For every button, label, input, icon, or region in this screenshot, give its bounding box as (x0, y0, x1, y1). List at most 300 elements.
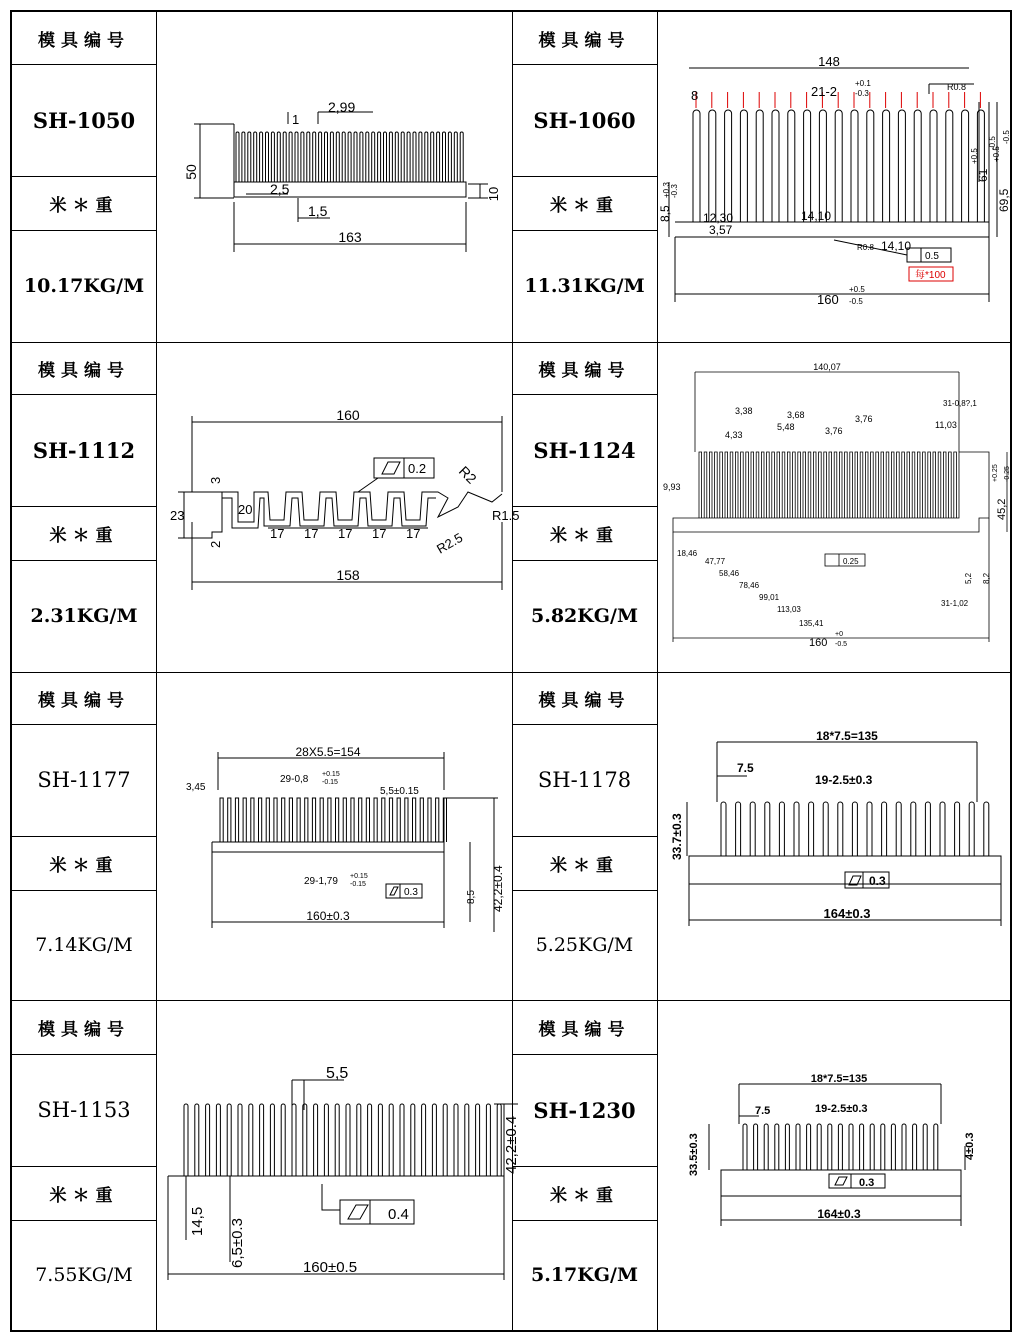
product-code: SH-1112 (32, 437, 136, 463)
dim-pitch: 7.5 (755, 1105, 771, 1117)
fin (283, 132, 286, 182)
catalog-row-3 (12, 672, 1010, 1000)
dim-d5: 1,5 (308, 203, 328, 219)
fin (397, 798, 400, 842)
fin (870, 1124, 874, 1170)
grid-line (512, 836, 657, 837)
fin (750, 802, 755, 856)
grid-line (12, 64, 156, 65)
fin (933, 452, 936, 518)
fin (817, 1124, 821, 1170)
dim-bottom: 160±0.5 (302, 1259, 358, 1276)
fin (448, 132, 451, 182)
product-code: SH-1178 (537, 768, 632, 792)
dim-h: 42,2±0.4 (491, 865, 505, 912)
weight-label: 米＊重 (550, 1185, 619, 1206)
fin (238, 1104, 242, 1176)
grid-line (12, 1000, 1010, 1001)
grid-line (657, 12, 658, 1330)
fin (374, 798, 377, 842)
fin (902, 452, 905, 518)
dim-h69: 69,5 (997, 188, 1011, 212)
catalog-row-4 (12, 1000, 1010, 1330)
flatness-value: 0.3 (859, 1177, 875, 1189)
weight-value: 2.31KG/M (30, 605, 138, 627)
dim-a993: 9,93 (663, 482, 681, 492)
fin (794, 802, 799, 856)
fin (348, 132, 351, 182)
dim-a338: 3,38 (735, 406, 753, 416)
fin (725, 110, 732, 222)
fin (227, 1104, 231, 1176)
dim-bottom-dn: -0.5 (835, 641, 848, 648)
fin (413, 798, 416, 842)
fin (824, 452, 827, 518)
fin (787, 452, 790, 518)
dim-b7846: 78,46 (739, 581, 760, 590)
mold-no-label: 模具编号 (538, 360, 631, 381)
fin (881, 1124, 885, 1170)
grid-line (12, 724, 156, 725)
dim-r8: R0.8 (857, 243, 874, 252)
fin (235, 798, 238, 842)
grid-line (12, 1166, 156, 1167)
dim-d3: 3 (208, 476, 223, 484)
fin (850, 452, 853, 518)
fin (400, 1104, 404, 1176)
fin (266, 132, 269, 182)
fin (319, 132, 322, 182)
dim-fins-tol-dn: -0.3 (855, 89, 869, 98)
product-code: SH-1153 (37, 1098, 131, 1122)
fin (914, 110, 921, 222)
mold-no-label: 模具编号 (538, 30, 631, 51)
fin (266, 798, 269, 842)
fin (281, 1104, 285, 1176)
fin (852, 802, 857, 856)
fin (292, 1104, 296, 1176)
grid-line (512, 1166, 657, 1167)
product-code: SH-1124 (533, 437, 636, 463)
dim-pitch-3: 17 (338, 526, 353, 541)
dim-bottom: 164±0.3 (823, 906, 871, 921)
fin (335, 1104, 339, 1176)
grid-line (12, 342, 1010, 343)
fin (740, 110, 747, 222)
fin (834, 452, 837, 518)
fin (307, 132, 310, 182)
dim-pitch: 5,5±0.15 (380, 786, 419, 797)
fin (289, 132, 292, 182)
fin (897, 452, 900, 518)
fin (382, 798, 385, 842)
weight-label: 米＊重 (550, 195, 619, 216)
grid-line (12, 506, 156, 507)
dim-top: 160 (336, 407, 360, 423)
weight-label: 米＊重 (49, 195, 119, 216)
flatness-value: 0.3 (404, 887, 418, 898)
profile-drawing-sh1177 (158, 672, 510, 1000)
dim-r25: R2.5 (434, 529, 466, 557)
fin (260, 132, 263, 182)
fin (730, 452, 733, 518)
fin (454, 132, 457, 182)
fin (436, 798, 439, 842)
dim-h69-tol-dn: -0.5 (1002, 130, 1011, 144)
fin (368, 1104, 372, 1176)
fin (354, 132, 357, 182)
fin (443, 798, 446, 842)
grid-line (512, 394, 657, 395)
fin (923, 452, 926, 518)
fin (443, 1104, 447, 1176)
grid-line (12, 890, 156, 891)
fin (303, 1104, 307, 1176)
fin (325, 132, 328, 182)
fin (378, 1104, 382, 1176)
grid-line (156, 12, 157, 1330)
dim-b9901: 99,01 (759, 593, 780, 602)
dim-fin-bot-up: +0.15 (350, 873, 368, 880)
fin (943, 452, 946, 518)
fin (813, 452, 816, 518)
fin (865, 452, 868, 518)
dim-fin-bot: 29-1,79 (304, 876, 338, 887)
fin (301, 132, 304, 182)
fin (751, 452, 754, 518)
dim-d357: 3,57 (709, 223, 733, 237)
fin (741, 452, 744, 518)
fin (777, 452, 780, 518)
fin (930, 110, 937, 222)
fin (431, 132, 434, 182)
dim-a376a: 3,76 (855, 414, 873, 424)
fin (938, 452, 941, 518)
fin (324, 1104, 328, 1176)
dim-base: 8,5 (658, 205, 672, 222)
fin (720, 452, 723, 518)
catalog-sheet (10, 10, 1012, 1332)
fin (804, 110, 811, 222)
fin (295, 132, 298, 182)
fin (883, 110, 890, 222)
dim-fin-top: 29-0,8 (280, 774, 309, 785)
fin (242, 132, 245, 182)
fin (984, 802, 989, 856)
fin (236, 132, 239, 182)
mold-no-label: 模具编号 (538, 690, 631, 711)
fin (715, 452, 718, 518)
weight-value: 10.17KG/M (23, 275, 145, 297)
fin (251, 798, 254, 842)
profile-drawing-sh1050 (158, 12, 510, 342)
fin (378, 132, 381, 182)
fin (881, 452, 884, 518)
dim-fins-tol-up: +0.1 (855, 79, 871, 88)
dim-bottom: 160±0.3 (306, 909, 350, 923)
fin (289, 798, 292, 842)
fin (413, 132, 416, 182)
fin (839, 452, 842, 518)
product-code: SH-1060 (533, 107, 636, 133)
fin (917, 452, 920, 518)
fin (486, 1104, 490, 1176)
fin (342, 132, 345, 182)
fin (243, 798, 246, 842)
grid-line (12, 560, 156, 561)
fin (336, 132, 339, 182)
grid-line (12, 1220, 156, 1221)
fin (249, 1104, 253, 1176)
grid-line (12, 1054, 156, 1055)
fin (882, 802, 887, 856)
catalog-row-2 (12, 342, 1010, 672)
dim-h452-up: +0.25 (992, 464, 999, 482)
fin (428, 798, 431, 842)
fin (351, 798, 354, 842)
fin (940, 802, 945, 856)
fin (216, 1104, 220, 1176)
fin (896, 802, 901, 856)
weight-value: 5.25KG/M (535, 934, 634, 956)
fin (928, 452, 931, 518)
dim-bottom: 158 (336, 567, 360, 583)
dim-b5846: 58,46 (719, 569, 740, 578)
fin (497, 1104, 501, 1176)
dim-pitch-4: 17 (372, 526, 387, 541)
fin (330, 132, 333, 182)
dim-b1846: 18,46 (677, 549, 698, 558)
dim-d2: 2 (208, 540, 223, 548)
fin (384, 132, 387, 182)
dim-t31: 31-0,8?,1 (943, 399, 977, 408)
profile-drawing-sh1124 (659, 342, 1010, 672)
fin (838, 1124, 842, 1170)
dim-bottom-tol-up: +0.5 (849, 285, 865, 294)
fin (807, 1124, 811, 1170)
profile-drawing-sh1112 (158, 342, 520, 672)
profile-drawing-sh1178 (659, 672, 1010, 1000)
dim-h: 33.7±0.3 (670, 813, 684, 860)
dim-pitch-2: 17 (304, 526, 319, 541)
dim-d4: 2,5 (270, 181, 290, 197)
grid-line (512, 724, 657, 725)
dim-v82: 8,2 (982, 572, 991, 584)
fin (254, 132, 257, 182)
mold-no-label: 模具编号 (38, 360, 130, 381)
fin (782, 452, 785, 518)
fin (460, 132, 463, 182)
fin (206, 1104, 210, 1176)
fin (954, 452, 957, 518)
fin (823, 802, 828, 856)
dim-fin-top-up: +0.15 (322, 771, 340, 778)
fin (838, 802, 843, 856)
grid-line (512, 1220, 657, 1221)
profile-drawing-sh1230 (659, 1000, 1010, 1330)
dim-d1: 1 (292, 112, 300, 127)
dim-a368: 3,68 (787, 410, 805, 420)
fin (913, 1124, 917, 1170)
fin (809, 802, 814, 856)
mold-no-label: 模具编号 (38, 30, 130, 51)
product-code: SH-1050 (32, 107, 136, 133)
fin (949, 452, 952, 518)
fin (270, 1104, 274, 1176)
fin (389, 1104, 393, 1176)
dim-d8: 8 (691, 88, 699, 103)
dim-h69-tol-up: +0.5 (992, 146, 1001, 162)
grid-line (12, 176, 156, 177)
dim-d1410b: 14,10 (881, 239, 912, 253)
fin (798, 452, 801, 518)
fin (721, 802, 726, 856)
grid-line (12, 836, 156, 837)
fin (709, 110, 716, 222)
fin (867, 110, 874, 222)
profile-drawing-sh1060 (659, 12, 1010, 342)
grid-line (512, 890, 657, 891)
dim-d65: 6,5±0.3 (229, 1218, 246, 1268)
fin (401, 132, 404, 182)
fin (260, 1104, 264, 1176)
fin (359, 798, 362, 842)
fin (282, 798, 285, 842)
fin (432, 1104, 436, 1176)
fin (835, 110, 842, 222)
fin (422, 1104, 426, 1176)
fin (725, 452, 728, 518)
fin (829, 452, 832, 518)
grid-line (512, 12, 513, 1330)
grid-line (12, 394, 156, 395)
grid-line (512, 176, 657, 177)
dim-r15: R1.5 (492, 508, 520, 523)
dim-d145: 14,5 (189, 1206, 206, 1236)
fin (772, 110, 779, 222)
fin (735, 452, 738, 518)
dim-a548: 5,48 (777, 422, 795, 432)
fin (465, 1104, 469, 1176)
weight-label: 米＊重 (49, 1185, 119, 1206)
fin (754, 1124, 758, 1170)
fin (925, 802, 930, 856)
grid-line (512, 230, 657, 231)
fin (346, 1104, 350, 1176)
fin (195, 1104, 199, 1176)
fin (248, 132, 251, 182)
flatness-value: 0.5 (925, 251, 939, 262)
fin (736, 802, 741, 856)
fin (855, 452, 858, 518)
dim-h61-tol-dn: -0.5 (988, 136, 997, 150)
fin (955, 802, 960, 856)
fin (425, 132, 428, 182)
fin (860, 452, 863, 518)
dim-h: 42,2±0.4 (503, 1115, 520, 1174)
fin (793, 452, 796, 518)
dim-a1103: 11,03 (935, 420, 957, 430)
dim-bottom: 164±0.3 (817, 1207, 861, 1221)
fin (788, 110, 795, 222)
dim-d3: 50 (183, 164, 199, 180)
fin (220, 798, 223, 842)
catalog-row-1 (12, 12, 1010, 342)
dim-h61-tol-up: +0.5 (970, 148, 979, 164)
dim-r2: R2 (455, 462, 480, 487)
fin (775, 1124, 779, 1170)
dim-a433: 4,33 (725, 430, 743, 440)
profile-drawing-sh1153 (158, 1000, 520, 1330)
fin (828, 1124, 832, 1170)
fin (476, 1104, 480, 1176)
dim-top: 18*7.5=135 (810, 1073, 868, 1085)
dim-fins: 19-2.5±0.3 (815, 773, 873, 787)
fin (389, 132, 392, 182)
fin (871, 452, 874, 518)
fin (767, 452, 770, 518)
dim-pitch: 5,5 (326, 1065, 349, 1082)
fin (366, 798, 369, 842)
weight-value: 5.82KG/M (531, 605, 638, 627)
fin (443, 132, 446, 182)
weight-label: 米＊重 (550, 855, 619, 876)
fin (407, 132, 410, 182)
fin (704, 452, 707, 518)
dim-h452-dn: -0.25 (1004, 466, 1011, 482)
fin (803, 452, 806, 518)
dim-d23: 23 (170, 508, 185, 523)
dim-b11303: 113,03 (777, 605, 801, 614)
fin (259, 798, 262, 842)
fin (756, 452, 759, 518)
fin (699, 452, 702, 518)
fin (886, 452, 889, 518)
fin (765, 802, 770, 856)
fin (454, 1104, 458, 1176)
fin (746, 452, 749, 518)
dim-pitch-1: 17 (270, 526, 285, 541)
grid-line (512, 64, 657, 65)
fin (808, 452, 811, 518)
fin (343, 798, 346, 842)
fin (228, 798, 231, 842)
fin (761, 452, 764, 518)
grid-line (512, 506, 657, 507)
dim-b31: 31-1,02 (941, 599, 969, 608)
dim-d20: 20 (238, 502, 253, 517)
weight-label: 米＊重 (49, 525, 119, 546)
dim-width-top: 148 (818, 54, 840, 69)
grid-line (512, 1054, 657, 1055)
mold-no-label: 模具编号 (538, 1019, 631, 1040)
fin (819, 110, 826, 222)
grid-line (512, 560, 657, 561)
fin (336, 798, 339, 842)
fin (297, 798, 300, 842)
fin (419, 132, 422, 182)
dim-top: 18*7.5=135 (816, 729, 878, 743)
fin (360, 132, 363, 182)
mold-no-label: 模具编号 (38, 690, 130, 711)
dim-pitch: 7.5 (737, 761, 754, 775)
dim-fins: 19-2.5±0.3 (815, 1103, 868, 1115)
fin (845, 452, 848, 518)
fin (709, 452, 712, 518)
dim-base-tol-up: +0.3 (662, 182, 671, 198)
fin (912, 452, 915, 518)
fin (314, 1104, 318, 1176)
